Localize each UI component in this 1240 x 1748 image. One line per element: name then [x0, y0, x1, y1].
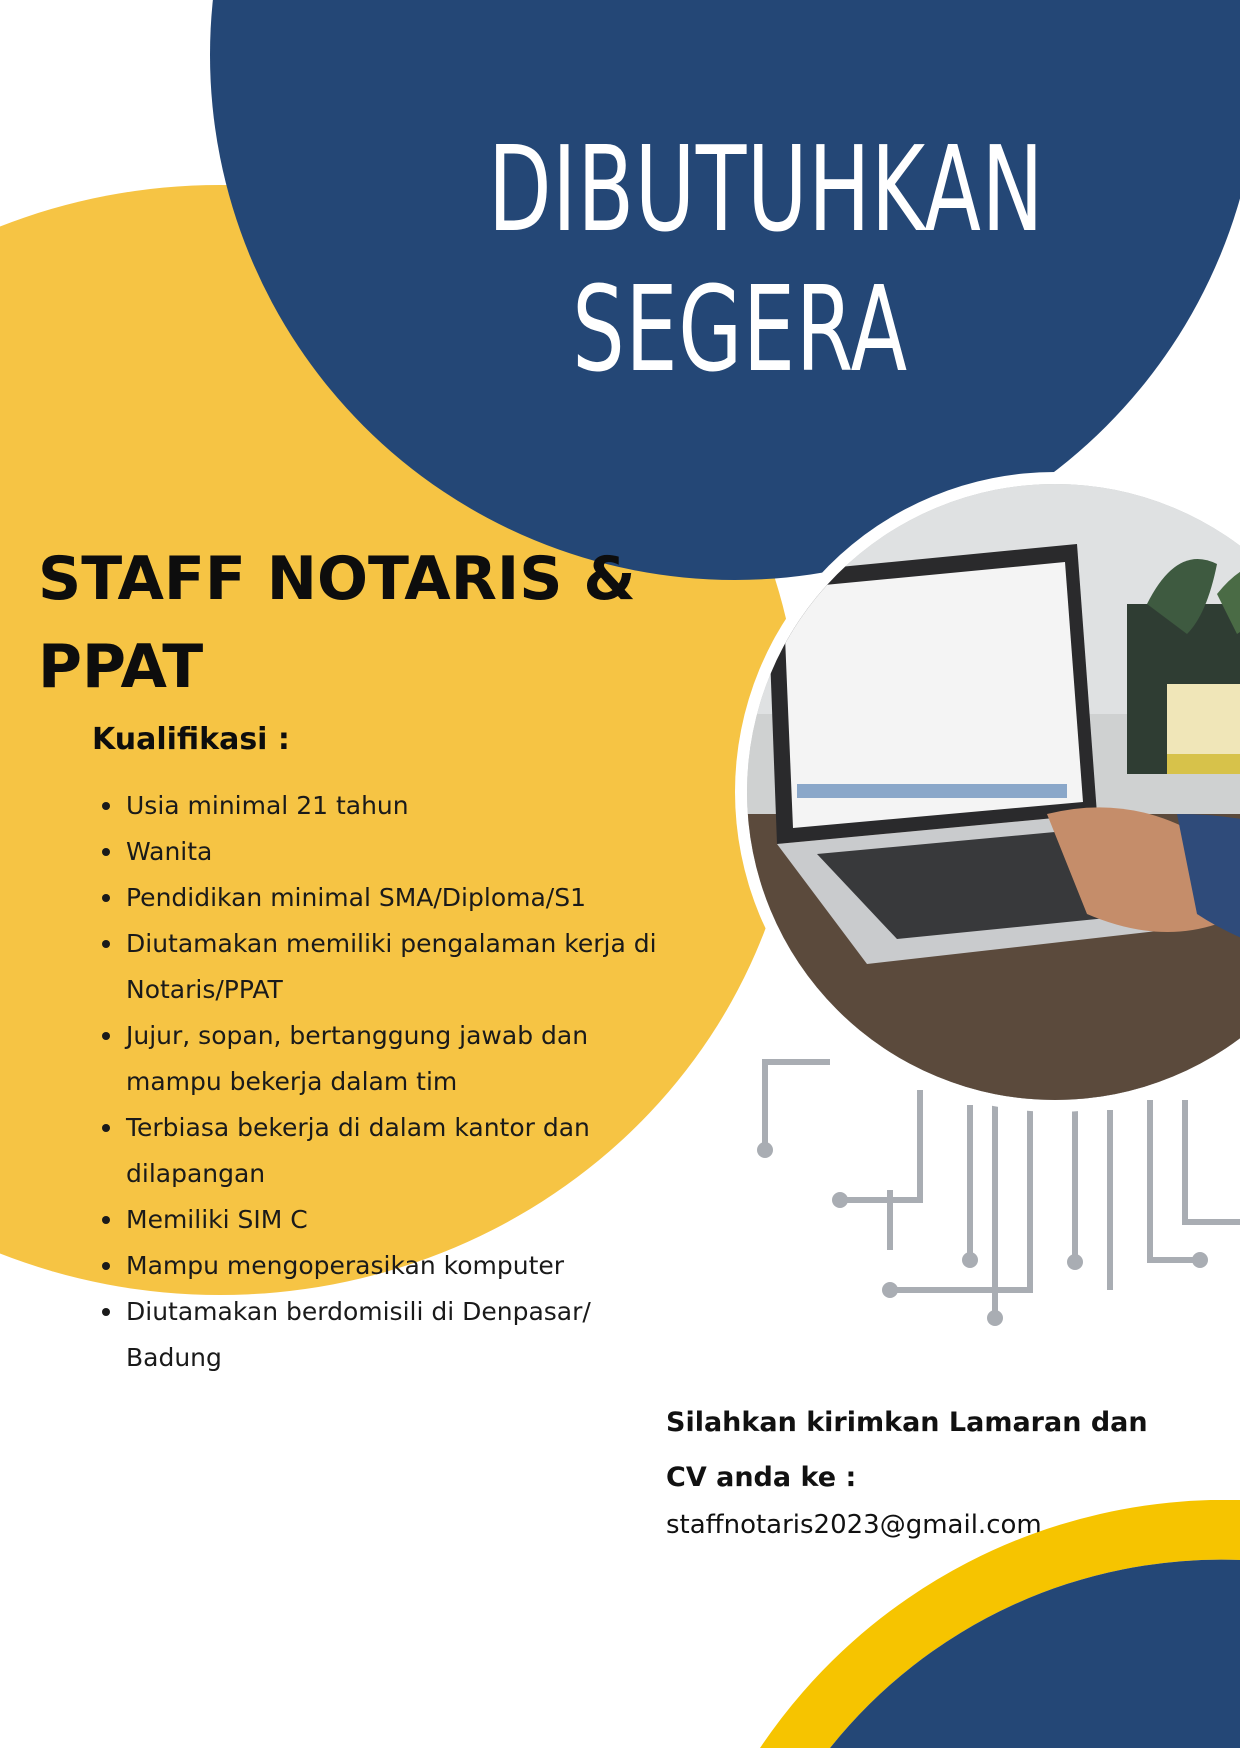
list-item: Wanita [98, 829, 658, 875]
headline-line-1: DIBUTUHKAN [488, 120, 1045, 258]
list-item: Pendidikan minimal SMA/Diploma/S1 [98, 875, 658, 921]
contact-email[interactable]: staffnotaris2023@gmail.com [666, 1510, 1042, 1540]
qualifications-list [98, 783, 658, 1381]
job-title: STAFF NOTARIS & PPAT [38, 544, 636, 702]
list-item: Jujur, sopan, bertanggung jawab dan mampu bekerja dalam tim [98, 1013, 658, 1105]
list-item: Diutamakan memiliki pengalaman kerja di Notaris/PPAT [98, 921, 658, 1013]
bottom-arcs-decoration [760, 1500, 1240, 1748]
application-instructions: Silahkan kirimkan Lamaran dan CV anda ke : [666, 1407, 1148, 1493]
list-item: Diutamakan berdomisili di Denpasar/ Badung [98, 1289, 658, 1381]
list-item: Mampu mengoperasikan komputer [98, 1243, 658, 1289]
list-item: Memiliki SIM C [98, 1197, 658, 1243]
list-item: Terbiasa bekerja di dalam kantor dan dilapangan [98, 1105, 658, 1197]
qualifications-heading: Kualifikasi : [92, 722, 290, 757]
list-item: Usia minimal 21 tahun [98, 783, 658, 829]
laptop-illustration [747, 484, 1240, 1100]
headline-line-2: SEGERA [572, 260, 908, 398]
